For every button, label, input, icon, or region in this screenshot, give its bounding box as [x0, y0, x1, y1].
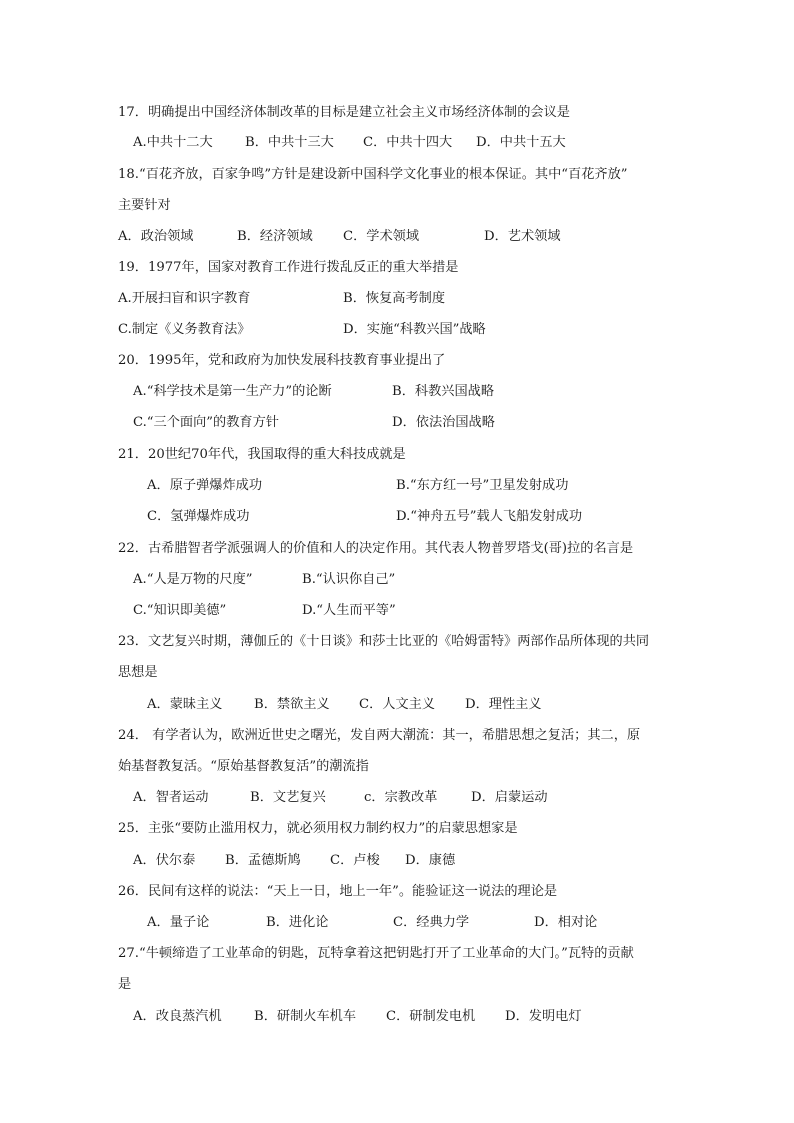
question-24-stem-line-1: 24． 有学者认为，欧洲近世史之曙光，发自两大潮流：其一，希腊思想之复活；其二，原 [118, 728, 641, 743]
question-17-stem: 17．明确提出中国经济体制改革的目标是建立社会主义市场经济体制的会议是 [118, 105, 570, 120]
question-26-option-a: A．量子论 [147, 915, 210, 930]
question-27-option-a: A．改良蒸汽机 [133, 1009, 222, 1024]
question-25-option-a: A．伏尔泰 [133, 853, 196, 868]
question-26-option-c: C．经典力学 [393, 915, 470, 930]
question-22-option-b: B.“认识你自己” [302, 572, 396, 587]
question-26-option-d: D．相对论 [534, 915, 598, 930]
question-25-option-b: B．孟德斯鸠 [225, 853, 301, 868]
question-24-stem-line-2: 始基督教复活。“原始基督教复活”的潮流指 [118, 759, 369, 774]
question-27-stem-line-1: 27.“牛顿缔造了工业革命的钥匙，瓦特拿着这把钥匙打开了工业革命的大门。”瓦特的贡献 [118, 946, 634, 961]
question-19-option-a: A.开展扫盲和识字教育 [118, 291, 251, 306]
question-18-option-c: C．学术领域 [343, 229, 420, 244]
question-23-stem-line-1: 23．文艺复兴时期，薄伽丘的《十日谈》和莎士比亚的《哈姆雷特》两部作品所体现的共同 [118, 634, 650, 649]
question-27-option-c: C．研制发电机 [386, 1009, 476, 1024]
question-18-stem-line-1: 18.“百花齐放，百家争鸣”方针是建设新中国科学文化事业的根本保证。其中“百花齐放” [118, 167, 628, 182]
question-25-option-c: C．卢梭 [330, 853, 380, 868]
question-24-option-b: B．文艺复兴 [250, 790, 326, 805]
question-19-option-c: C.制定《义务教育法》 [118, 322, 251, 337]
question-18-option-d: D．艺术领域 [484, 229, 561, 244]
question-26-stem: 26．民间有这样的说法：“天上一日，地上一年”。能验证这一说法的理论是 [118, 884, 558, 899]
question-19-option-b: B．恢复高考制度 [343, 291, 446, 306]
question-21-stem: 21．20世纪70年代，我国取得的重大科技成就是 [118, 447, 406, 462]
question-22-stem: 22．古希腊智者学派强调人的价值和人的决定作用。其代表人物普罗塔戈(哥)拉的名言是 [118, 541, 634, 556]
question-21-option-d: D.“神舟五号”载人飞船发射成功 [396, 509, 583, 524]
question-20-option-d: D．依法治国战略 [392, 415, 495, 430]
question-24-option-d: D．启蒙运动 [471, 790, 548, 805]
question-20-option-a: A.“科学技术是第一生产力”的论断 [133, 384, 332, 399]
question-27-option-d: D．发明电灯 [505, 1009, 582, 1024]
question-22-option-a: A.“人是万物的尺度” [133, 572, 253, 587]
question-20-stem: 20．1995年，党和政府为加快发展科技教育事业提出了 [118, 353, 446, 368]
question-20-option-b: B．科教兴国战略 [392, 384, 495, 399]
question-25-stem: 25．主张“要防止滥用权力，就必须用权力制约权力”的启蒙思想家是 [118, 821, 518, 836]
question-18-stem-line-2: 主要针对 [118, 198, 171, 213]
question-25-option-d: D．康德 [405, 853, 456, 868]
question-27-stem-line-2: 是 [118, 977, 132, 992]
question-17-option-c: C．中共十四大 [363, 135, 453, 150]
question-23-option-d: D．理性主义 [465, 697, 542, 712]
question-23-option-c: C．人文主义 [359, 697, 436, 712]
question-18-option-b: B．经济领域 [237, 229, 313, 244]
question-23-stem-line-2: 思想是 [118, 665, 158, 680]
question-18-option-a: A．政治领域 [118, 229, 194, 244]
question-21-option-b: B.“东方红一号”卫星发射成功 [396, 478, 569, 493]
question-23-option-b: B．禁欲主义 [254, 697, 330, 712]
question-19-option-d: D．实施“科教兴国”战略 [343, 322, 486, 337]
question-22-option-d: D.“人生而平等” [302, 603, 396, 618]
question-17-option-b: B．中共十三大 [245, 135, 334, 150]
question-24-option-a: A．智者运动 [133, 790, 209, 805]
question-17-option-a: A.中共十二大 [133, 135, 213, 150]
question-27-option-b: B．研制火车机车 [254, 1009, 357, 1024]
question-26-option-b: B．进化论 [266, 915, 329, 930]
question-21-option-c: C．氢弹爆炸成功 [147, 509, 250, 524]
question-24-option-c: c．宗教改革 [364, 790, 438, 805]
question-21-option-a: A．原子弹爆炸成功 [147, 478, 263, 493]
question-20-option-c: C.“三个面向”的教育方针 [133, 415, 279, 430]
question-17-option-d: D．中共十五大 [476, 135, 566, 150]
question-23-option-a: A．蒙昧主义 [147, 697, 223, 712]
question-22-option-c: C.“知识即美德” [133, 603, 227, 618]
question-19-stem: 19．1977年，国家对教育工作进行拨乱反正的重大举措是 [118, 260, 459, 275]
